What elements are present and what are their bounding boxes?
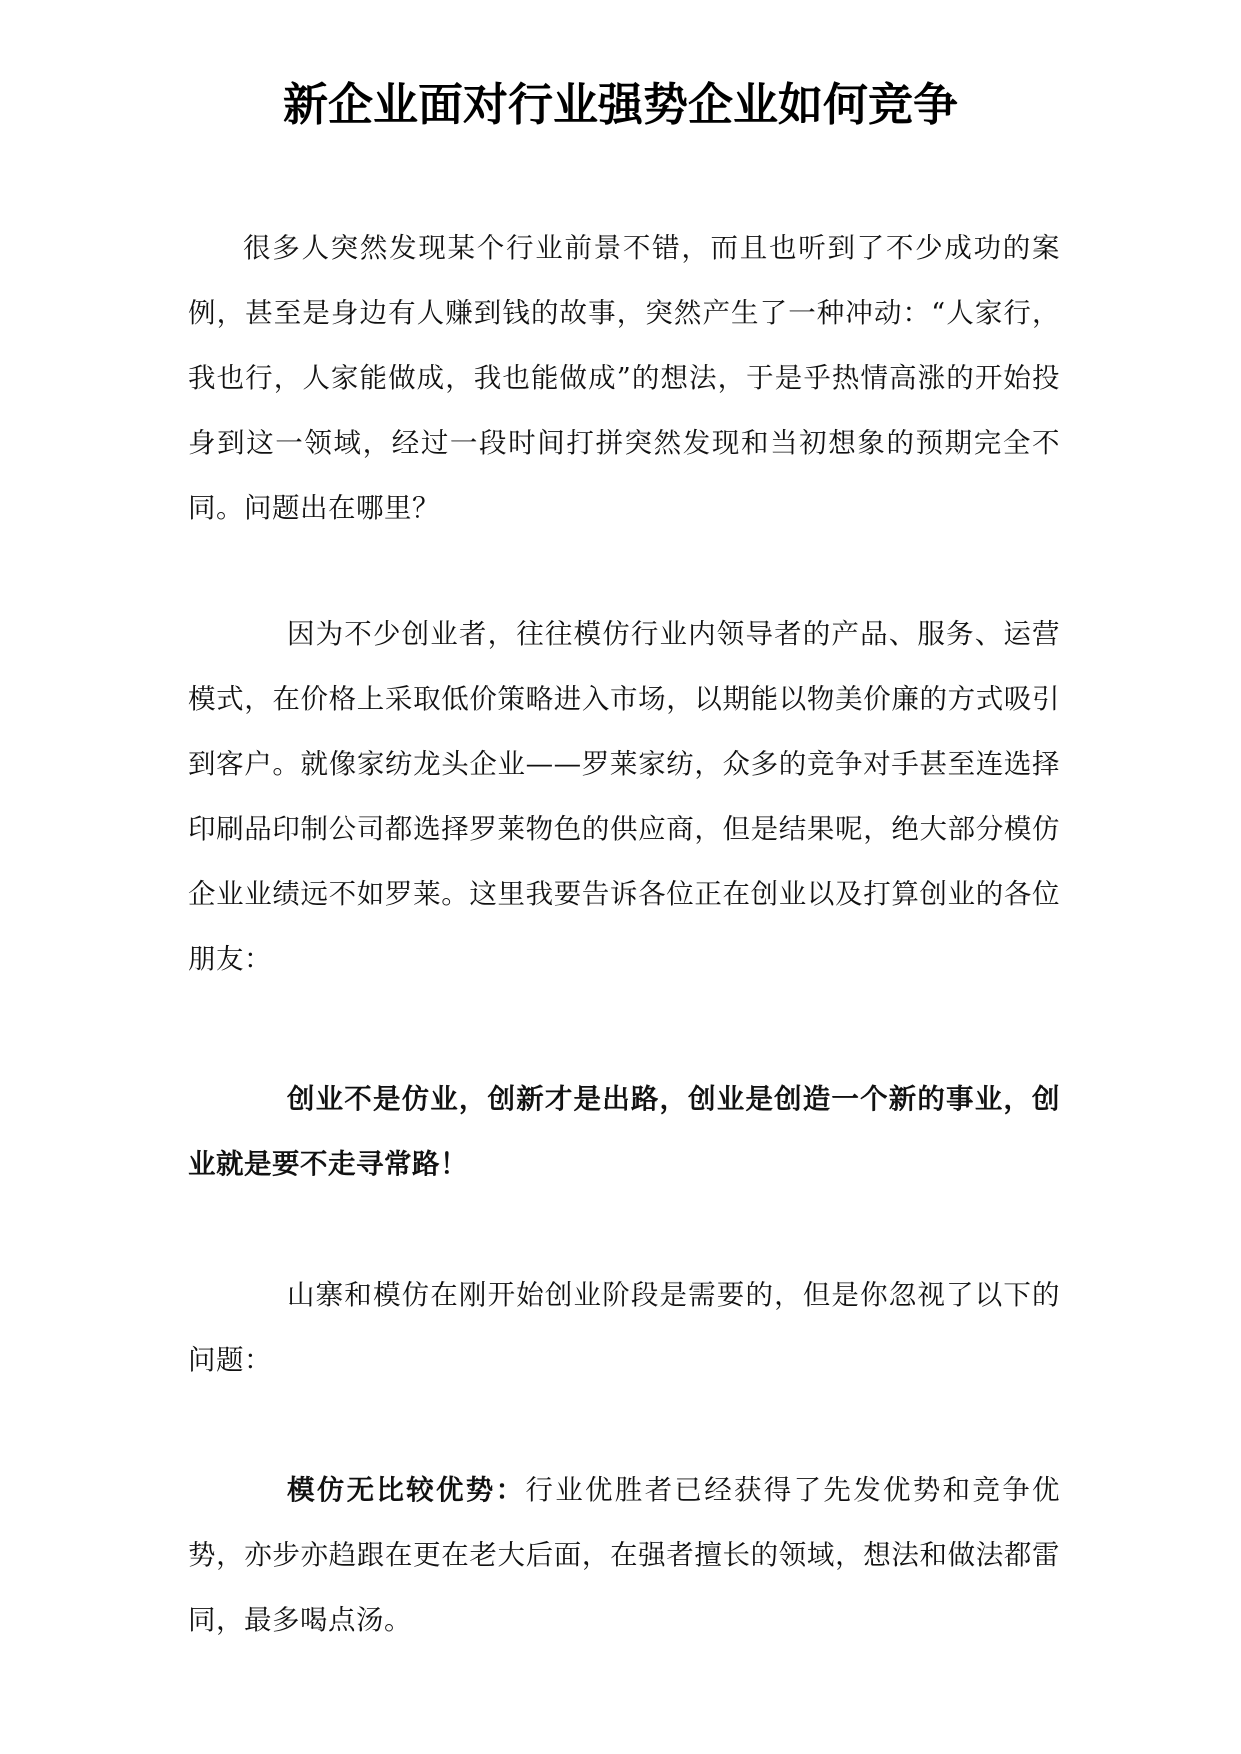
paragraph-intro: 很多人突然发现某个行业前景不错，而且也听到了不少成功的案例，甚至是身边有人赚到钱的故事，突然产生了一种冲动：“人家行，我也行，人家能做成，我也能做成”的想法，于是乎热情高涨的开始投身到这一领域，经过一段时间打拼突然发现和当初想象的预期完全不同。问题出在哪里？: [188, 232, 1060, 524]
paragraph-imitation: 因为不少创业者，往往模仿行业内领导者的产品、服务、运营模式，在价格上采取低价策略进入市场，以期能以物美价廉的方式吸引到客户。就像家纺龙头企业——罗莱家纺，众多的竞争对手甚至连选择印刷品印制公司都选择罗莱物色的供应商，但是结果呢，绝大部分模仿企业业绩远不如罗莱。这里我要告诉各位正在创业以及打算创业的各位朋友：: [188, 618, 1060, 975]
paragraph-key-message: 创业不是仿业，创新才是出路，创业是创造一个新的事业，创业就是要不走寻常路！: [188, 1083, 1060, 1180]
paragraph-problems-intro: 山寨和模仿在刚开始创业阶段是需要的，但是你忽视了以下的问题：: [188, 1279, 1060, 1376]
page-title: 新企业面对行业强势企业如何竞争: [282, 78, 958, 131]
paragraph-no-advantage: [188, 1458, 1060, 1653]
paragraph-body: 行业优胜者已经获得了先发优势和竞争优势，亦步亦趋跟在更在老大后面，在强者擅长的领域，想法和做法都雷同，最多喝点汤。: [188, 1474, 1061, 1636]
paragraph-lead-bold: 模仿无比较优势：: [287, 1474, 526, 1506]
